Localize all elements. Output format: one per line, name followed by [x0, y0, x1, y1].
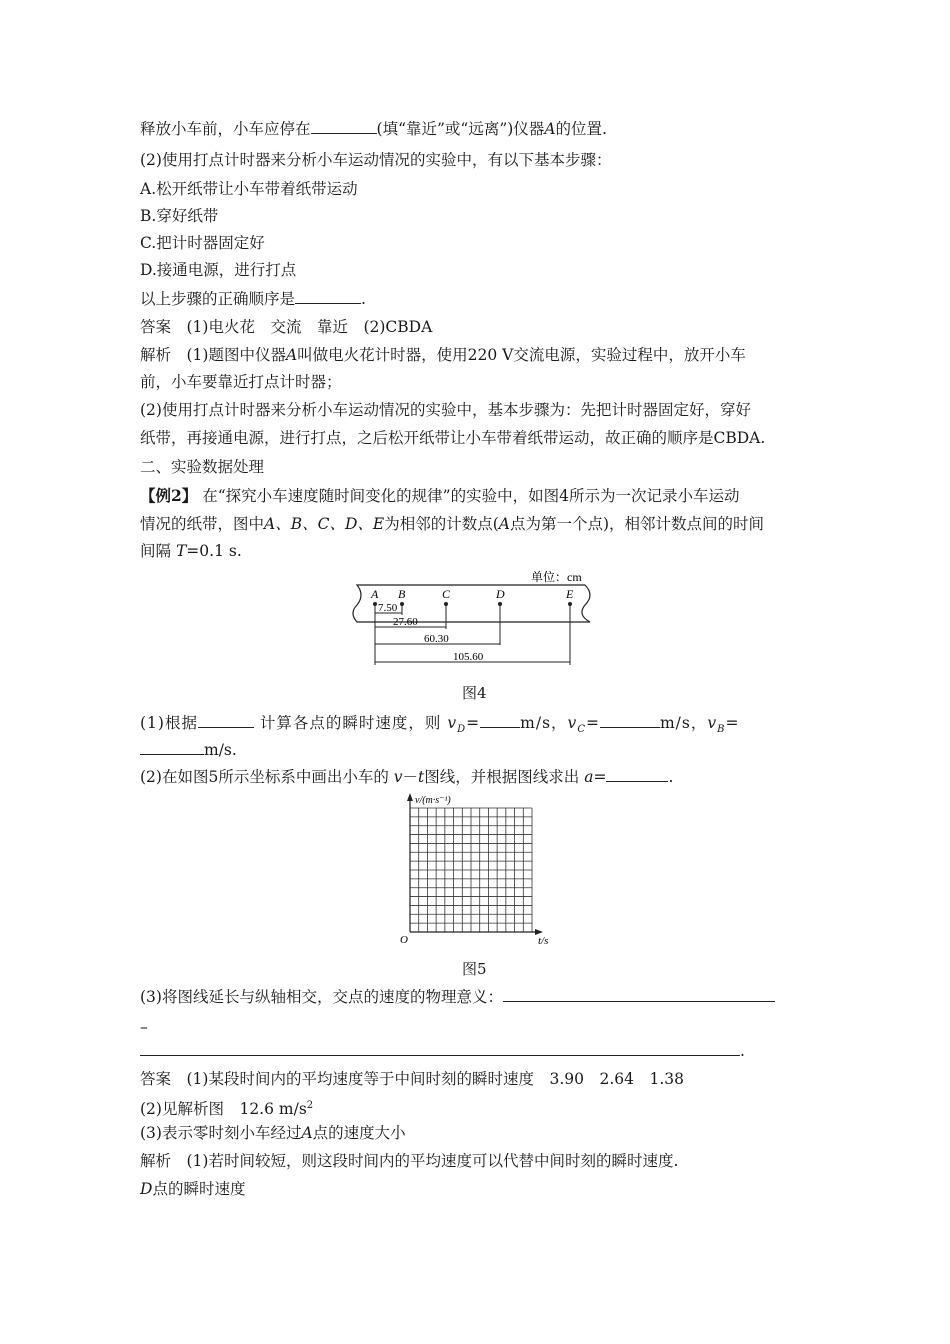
x-axis-label: t/s	[538, 935, 549, 947]
point-d-label: D	[140, 1180, 153, 1198]
v-symbol: v	[567, 714, 578, 732]
v-subscript: C	[577, 724, 586, 736]
q1-intro-tail: 的位置.	[555, 120, 607, 138]
distance-ab: 7.50	[378, 602, 398, 614]
answer2-line3	[140, 1122, 406, 1144]
grid-lines	[410, 808, 532, 932]
q1-answer: 答案 (1)电火花 交流 靠近 (2)CBDA	[140, 318, 433, 336]
example-text: 点为第一个点)，相邻计数点间的时间	[509, 515, 765, 533]
answer2-line2	[140, 1095, 313, 1120]
point-c-label: C	[442, 587, 451, 601]
q1-analysis-4: 纸带，再接通电源，进行打点，之后松开纸带让小车带着纸带运动，故正确的顺序是CBDA.	[140, 429, 766, 447]
part2-text: (2)在如图5所示坐标系中画出小车的	[140, 768, 389, 786]
example2-line3	[140, 540, 242, 562]
fill-blank[interactable]	[311, 118, 377, 134]
graph-figure	[398, 790, 558, 950]
analysis2-line1: 解析 (1)若时间较短，则这段时间内的平均速度可以代替中间时刻的瞬时速度.	[140, 1152, 679, 1170]
v-symbol: v	[393, 768, 403, 786]
y-axis-arrow	[407, 793, 413, 801]
figure4-caption: 图4	[462, 684, 487, 702]
answer-text: (3)表示零时刻小车经过	[140, 1124, 302, 1142]
example-text: 在“探究小车速度随时间变化的规律”的实验中，如图4所示为一次记录小车运动	[202, 487, 740, 505]
dash: －	[402, 768, 419, 786]
q1-intro-start: 释放小车前，小车应停在	[140, 120, 311, 138]
q1-intro-line	[140, 118, 607, 140]
analysis-text: 叫做电火花计时器，使用220 V交流电源，实验过程中，放开小车	[297, 346, 746, 364]
part3-end: .	[740, 1042, 745, 1060]
fill-blank[interactable]	[503, 986, 775, 1002]
instrument-label: A	[285, 346, 298, 364]
example2-line2	[140, 513, 764, 535]
q1-part2: (2)使用打点计时器来分析小车运动情况的实验中，有以下基本步骤：	[140, 151, 612, 169]
tape-figure	[345, 565, 605, 675]
q1-analysis-3: (2)使用打点计时器来分析小车运动情况的实验中，基本步骤为：先把计时器固定好，穿好	[140, 401, 751, 419]
points-text: A、B、C、D、E	[264, 515, 385, 533]
v-subscript: D	[457, 724, 467, 736]
fill-blank[interactable]	[295, 288, 361, 304]
equals: =	[585, 714, 600, 732]
part1-line2	[140, 739, 237, 761]
part2-text: 图线，并根据图线求出	[424, 768, 580, 786]
fill-blank[interactable]	[140, 739, 204, 755]
step-a: A.松开纸带让小车带着纸带运动	[140, 180, 358, 198]
distance-ac: 27.60	[393, 616, 418, 628]
answer-text: (2)见解析图 12.6 m/s	[140, 1100, 307, 1119]
point-a-label: A	[301, 1124, 313, 1142]
part3-text: (3)将图线延长与纵轴相交，交点的速度的物理意义：	[140, 988, 503, 1006]
fill-blank[interactable]	[198, 712, 254, 728]
order-end: .	[361, 290, 366, 308]
period-var: T	[175, 542, 187, 560]
fill-blank[interactable]	[480, 712, 520, 728]
step-c: C.把计时器固定好	[140, 234, 265, 252]
v-subscript: B	[717, 724, 726, 736]
fill-blank[interactable]	[600, 712, 660, 728]
origin-label: O	[400, 934, 408, 946]
instrument-label: A	[544, 120, 556, 138]
comma: ，	[690, 714, 708, 732]
q1-intro-end: (填“靠近”或“远离”)仪器	[376, 120, 545, 138]
q1-analysis-2: 前，小车要靠近打点计时器；	[140, 373, 342, 391]
distance-ae: 105.60	[453, 651, 484, 663]
part1-end: m/s.	[204, 741, 237, 759]
figure5-caption: 图5	[462, 960, 487, 978]
equals: =	[593, 768, 607, 786]
equals: =	[725, 714, 740, 732]
example-text: 情况的纸带，图中	[140, 515, 265, 533]
example-text: 为相邻的计数点(	[384, 515, 499, 533]
unit: m/s	[659, 714, 691, 732]
step-d: D.接通电源，进行打点	[140, 261, 297, 279]
order-prompt: 以上步骤的正确顺序是	[140, 290, 296, 308]
y-axis-label: v/(m·s⁻¹)	[415, 795, 451, 806]
a-symbol: a	[584, 768, 594, 786]
part1-text: (1)根据	[140, 714, 198, 732]
step-b: B.穿好纸带	[140, 207, 219, 225]
point-d-label: D	[496, 587, 505, 601]
example-text: 间隔	[140, 542, 172, 560]
unit: m/s	[520, 714, 552, 732]
fill-blank[interactable]	[140, 1040, 740, 1056]
example2-line1	[140, 485, 739, 507]
analysis-text: 点的瞬时速度	[152, 1180, 246, 1198]
part3-dash: –	[140, 1018, 148, 1036]
answer-text: 点的速度大小	[312, 1124, 406, 1142]
part2-end: .	[668, 768, 674, 786]
part3-line2	[140, 1040, 745, 1062]
analysis-text: 解析 (1)题图中仪器	[140, 346, 286, 364]
example-label: 【例2】	[140, 486, 198, 505]
part2-line	[140, 766, 673, 788]
example-text: =0.1 s.	[186, 542, 242, 560]
section-title: 二、实验数据处理	[140, 458, 265, 476]
point-e-label: E	[566, 587, 574, 601]
v-symbol: v	[447, 714, 458, 732]
fill-blank[interactable]	[606, 766, 668, 782]
part1-line1	[140, 712, 739, 741]
point-a-label: A	[371, 587, 379, 601]
analysis2-line2	[140, 1178, 245, 1200]
answer2-line1: 答案 (1)某段时间内的平均速度等于中间时刻的瞬时速度 3.90 2.64 1.38	[140, 1070, 684, 1088]
comma: ，	[551, 714, 568, 732]
part3-line	[140, 986, 775, 1008]
point-a-label: A	[498, 515, 510, 533]
t-symbol: t	[418, 768, 425, 786]
v-symbol: v	[707, 714, 718, 732]
part1-text: 计算各点的瞬时速度，则	[259, 714, 442, 732]
point-b-label: B	[398, 587, 406, 601]
unit-label: 单位：cm	[531, 570, 582, 584]
order-prompt-line	[140, 288, 366, 310]
q1-analysis-1	[140, 344, 746, 366]
superscript: 2	[306, 1100, 314, 1111]
distance-ad: 60.30	[424, 633, 449, 645]
equals: =	[466, 714, 481, 732]
